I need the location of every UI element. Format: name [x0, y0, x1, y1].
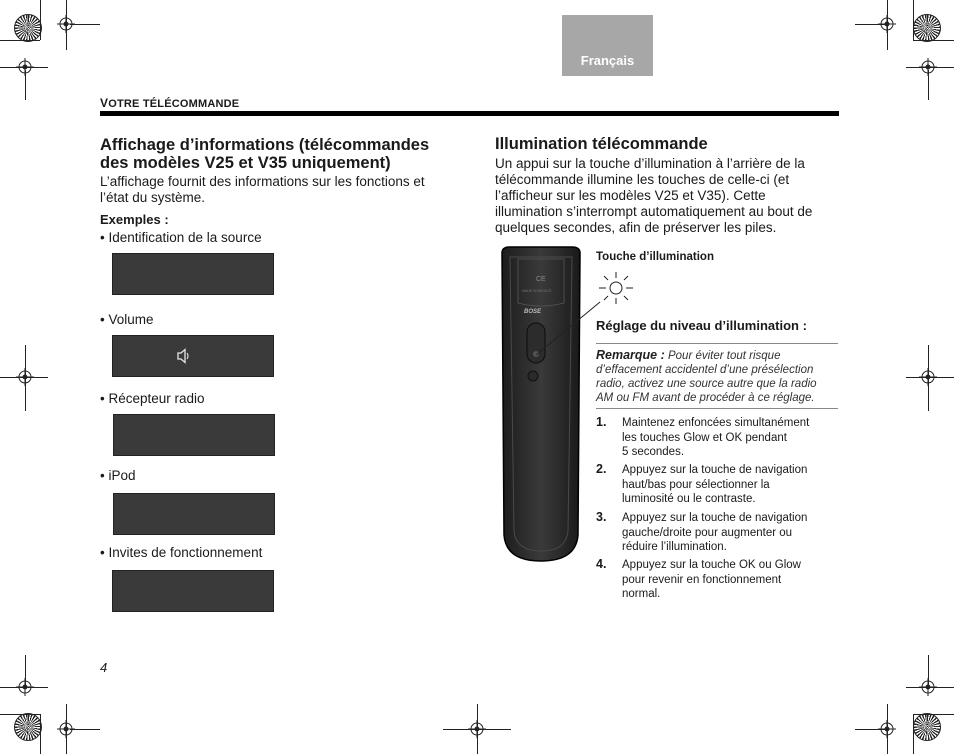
crop-line [906, 67, 954, 68]
bullet-source-id: • Identification de la source [100, 230, 262, 245]
registration-target-icon [14, 713, 42, 741]
crop-line [928, 345, 929, 411]
crop-line [25, 655, 26, 685]
display-example-ipod [113, 493, 275, 535]
crop-line [913, 714, 954, 715]
crop-line [40, 714, 41, 754]
remote-made-in-text: MADE IN MEXICO [522, 289, 552, 293]
examples-label: Exemples : [100, 212, 169, 227]
crop-line [477, 704, 478, 754]
illumination-level-heading: Réglage du niveau d’illumination : [596, 318, 807, 333]
language-tab-label: Français [580, 53, 635, 68]
crop-line [913, 714, 914, 754]
crop-line [0, 714, 40, 715]
crop-line [25, 345, 26, 411]
left-intro: L’affichage fournit des informations sur les fonctions et l’état du système. [100, 174, 425, 205]
page-number: 4 [100, 660, 108, 675]
display-example-prompts [112, 570, 274, 612]
right-title: Illumination télécommande [495, 135, 708, 153]
remote-brand-logo: BOSE [524, 309, 542, 315]
crop-line [887, 0, 888, 50]
registration-target-icon [913, 14, 941, 42]
note-top-rule [596, 343, 838, 344]
crop-line [0, 377, 48, 378]
bullet-ipod: • iPod [100, 468, 136, 483]
bullet-volume: • Volume [100, 312, 154, 327]
speaker-icon [177, 348, 191, 364]
remote-ce-mark: CE [536, 276, 546, 283]
display-example-source [112, 253, 274, 295]
crop-line [855, 24, 885, 25]
callout-line [530, 300, 602, 360]
step-4: 4. Appuyez sur la touche OK ou Glow pour revenir en fonctionnement normal. [596, 557, 801, 600]
crop-line [70, 24, 100, 25]
display-example-volume [112, 335, 274, 377]
crop-line [913, 0, 914, 40]
step-3: 3. Appuyez sur la touche de navigation gauche/droite pour augmenter ou réduire l’illumination. [596, 510, 808, 553]
registration-target-icon [14, 14, 42, 42]
left-title: Affichage d’informations (télécommandes des modèles V25 et V35 uniquement) [100, 136, 430, 172]
crop-line [66, 704, 67, 754]
crop-line [906, 687, 954, 688]
crop-line [40, 0, 41, 40]
language-tab [562, 15, 653, 76]
step-2: 2. Appuyez sur la touche de navigation haut/bas pour sélectionner la luminosité ou le contraste. [596, 462, 808, 505]
light-burst-icon [597, 271, 635, 305]
crop-line [928, 70, 929, 100]
bullet-radio: • Récepteur radio [100, 391, 205, 406]
illumination-button-label: Touche d’illumination [596, 251, 714, 263]
crop-line [66, 0, 67, 50]
crop-line [913, 40, 954, 41]
crop-line [855, 729, 885, 730]
registration-target-icon [913, 713, 941, 741]
section-header: VOTRE TÉLÉCOMMANDE [100, 96, 240, 110]
crop-line [0, 67, 48, 68]
secondary-button [528, 371, 538, 381]
crop-line [0, 687, 48, 688]
crop-line [928, 655, 929, 685]
right-paragraph: Un appui sur la touche d’illumination à l’arrière de la télécommande illumine les touches de celle-ci (et l’afficheur sur les modèles V25 et V35). Cette illumination s’interrompt automatiquement au bout de quelques secondes, afin de préserver les piles. [495, 156, 813, 235]
display-example-radio [113, 414, 275, 456]
crop-line [25, 70, 26, 100]
crop-line [906, 377, 954, 378]
header-rule [100, 111, 839, 116]
crop-line [887, 704, 888, 754]
note-block: Remarque : Pour éviter tout risque d’effacement accidentel d’une présélection radio, activez une source autre que la radio AM ou FM avant de procéder à ce réglage. [596, 348, 817, 404]
crop-line [70, 729, 100, 730]
remote-illustration [496, 245, 586, 565]
step-1: 1. Maintenez enfoncées simultanément les touches Glow et OK pendant 5 secondes. [596, 415, 810, 458]
bullet-prompts: • Invites de fonctionnement [100, 545, 263, 560]
note-bottom-rule [596, 408, 838, 409]
crop-line [0, 40, 40, 41]
